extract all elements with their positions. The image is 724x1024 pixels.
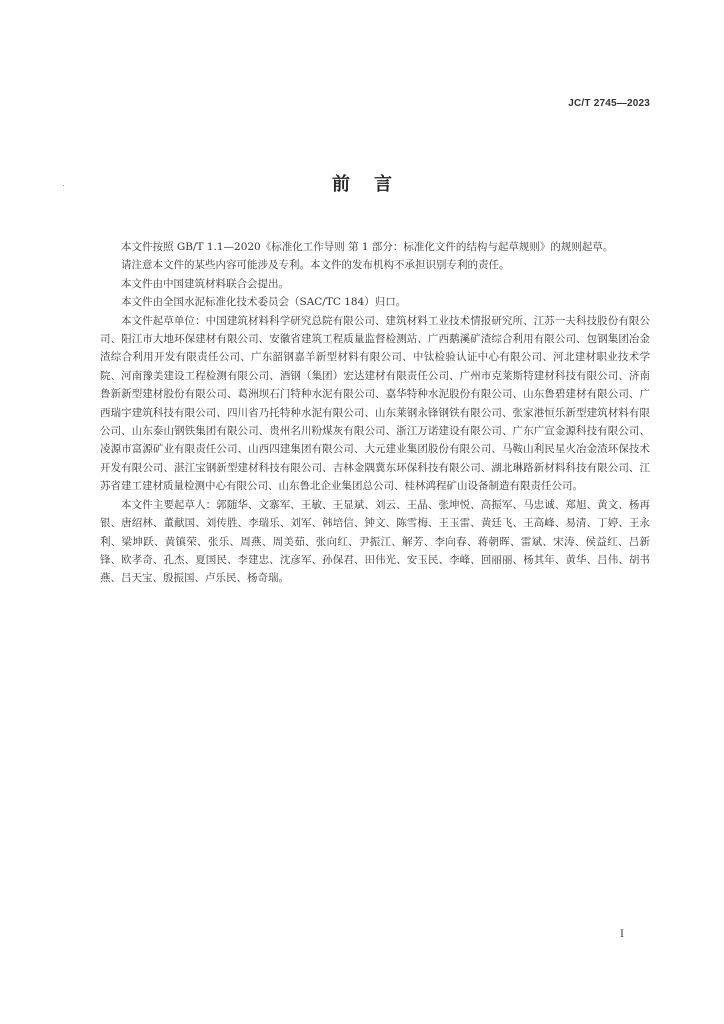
paragraph-patent-notice: 请注意本文件的某些内容可能涉及专利。本文件的发布机构不承担识别专利的责任。	[121, 259, 510, 272]
foreword-body	[100, 238, 650, 588]
paragraph-technical-committee: 本文件由全国水泥标准化技术委员会（SAC/TC 184）归口。	[121, 296, 407, 309]
paragraph-drafting-rules: 本文件按照 GB/T 1.1—2020《标准化工作导则 第 1 部分：标准化文件的结构与起草规则》的规则起草。	[121, 241, 614, 253]
standard-code: JC/T 2745—2023	[568, 98, 650, 109]
page-number: I	[620, 929, 624, 940]
page-title: 前言	[332, 174, 416, 195]
paragraph-proposer: 本文件由中国建筑材料联合会提出。	[121, 277, 289, 290]
paragraph-drafting-units: 本文件起草单位：中国建筑材料科学研究总院有限公司、建筑材料工业技术情报研究所、江苏一夫科技股份有限公司、阳江市大地环保建材有限公司、安徽省建筑工程质量监督检测站、广西鹅溪矿渣综合利用有限公司、包钢集团冶金渣综合利用开发有限责任公司、广东韶钢嘉羊新型材料有限公司、中钛检验认证中心有限公司、河北建材职业技术学院、河南豫美建设工程检测有限公司、酒钢（集团）宏达建材有限责任公司、广州市克莱斯特建材科技有限公司、济南鲁新新型建材股份有限公司、葛洲坝石门特种水泥有限公司、嘉华特种水泥股份有限公司、山东鲁碧建材有限公司、广西瑞宇建筑科技有限公司、四川省乃托特种水泥有限公司、山东莱钢永锋钢铁有限公司、张家港恒乐新型建筑材料有限公司、山东泰山钢铁集团有限公司、贵州名川粉煤灰有限公司、浙江万诺建设有限公司、广东广宣金源科技有限公司、凌源市富源矿业有限责任公司、山西四建集团有限公司、大元建业集团股份有限公司、马鞍山利民星火冶金渣环保技术开发有限公司、湛江宝钢新型建材科技有限公司、吉林金隅冀东环保科技有限公司、湖北琳路新材料科技有限公司、江苏省建工建材质量检测中心有限公司、山东鲁北企业集团总公司、桂林鸿程矿山设备制造有限责任公司。	[100, 314, 650, 493]
paragraph-drafters: 本文件主要起草人：郭随华、文寨军、王敏、王显斌、刘云、王晶、张坤悦、高振军、马忠诚、郑旭、黄文、杨再银、唐绍林、董献国、刘传胜、李瑞乐、刘军、韩培信、钟文、陈雪梅、王玉雷、黄廷飞、王高峰、易清、丁婷、王永利、梁坤跃、黄镇荣、张乐、周燕、周美茹、张向红、尹振江、解芳、李向春、蒋朝晖、雷斌、宋涛、侯益红、吕新锋、欧孝奇、孔杰、夏国民、李建忠、沈彦军、孙保君、田伟光、安玉民、李峰、回丽丽、杨其年、黄华、吕伟、胡书燕、吕天宝、殷振国、卢乐民、杨奇瑞。	[100, 498, 650, 585]
